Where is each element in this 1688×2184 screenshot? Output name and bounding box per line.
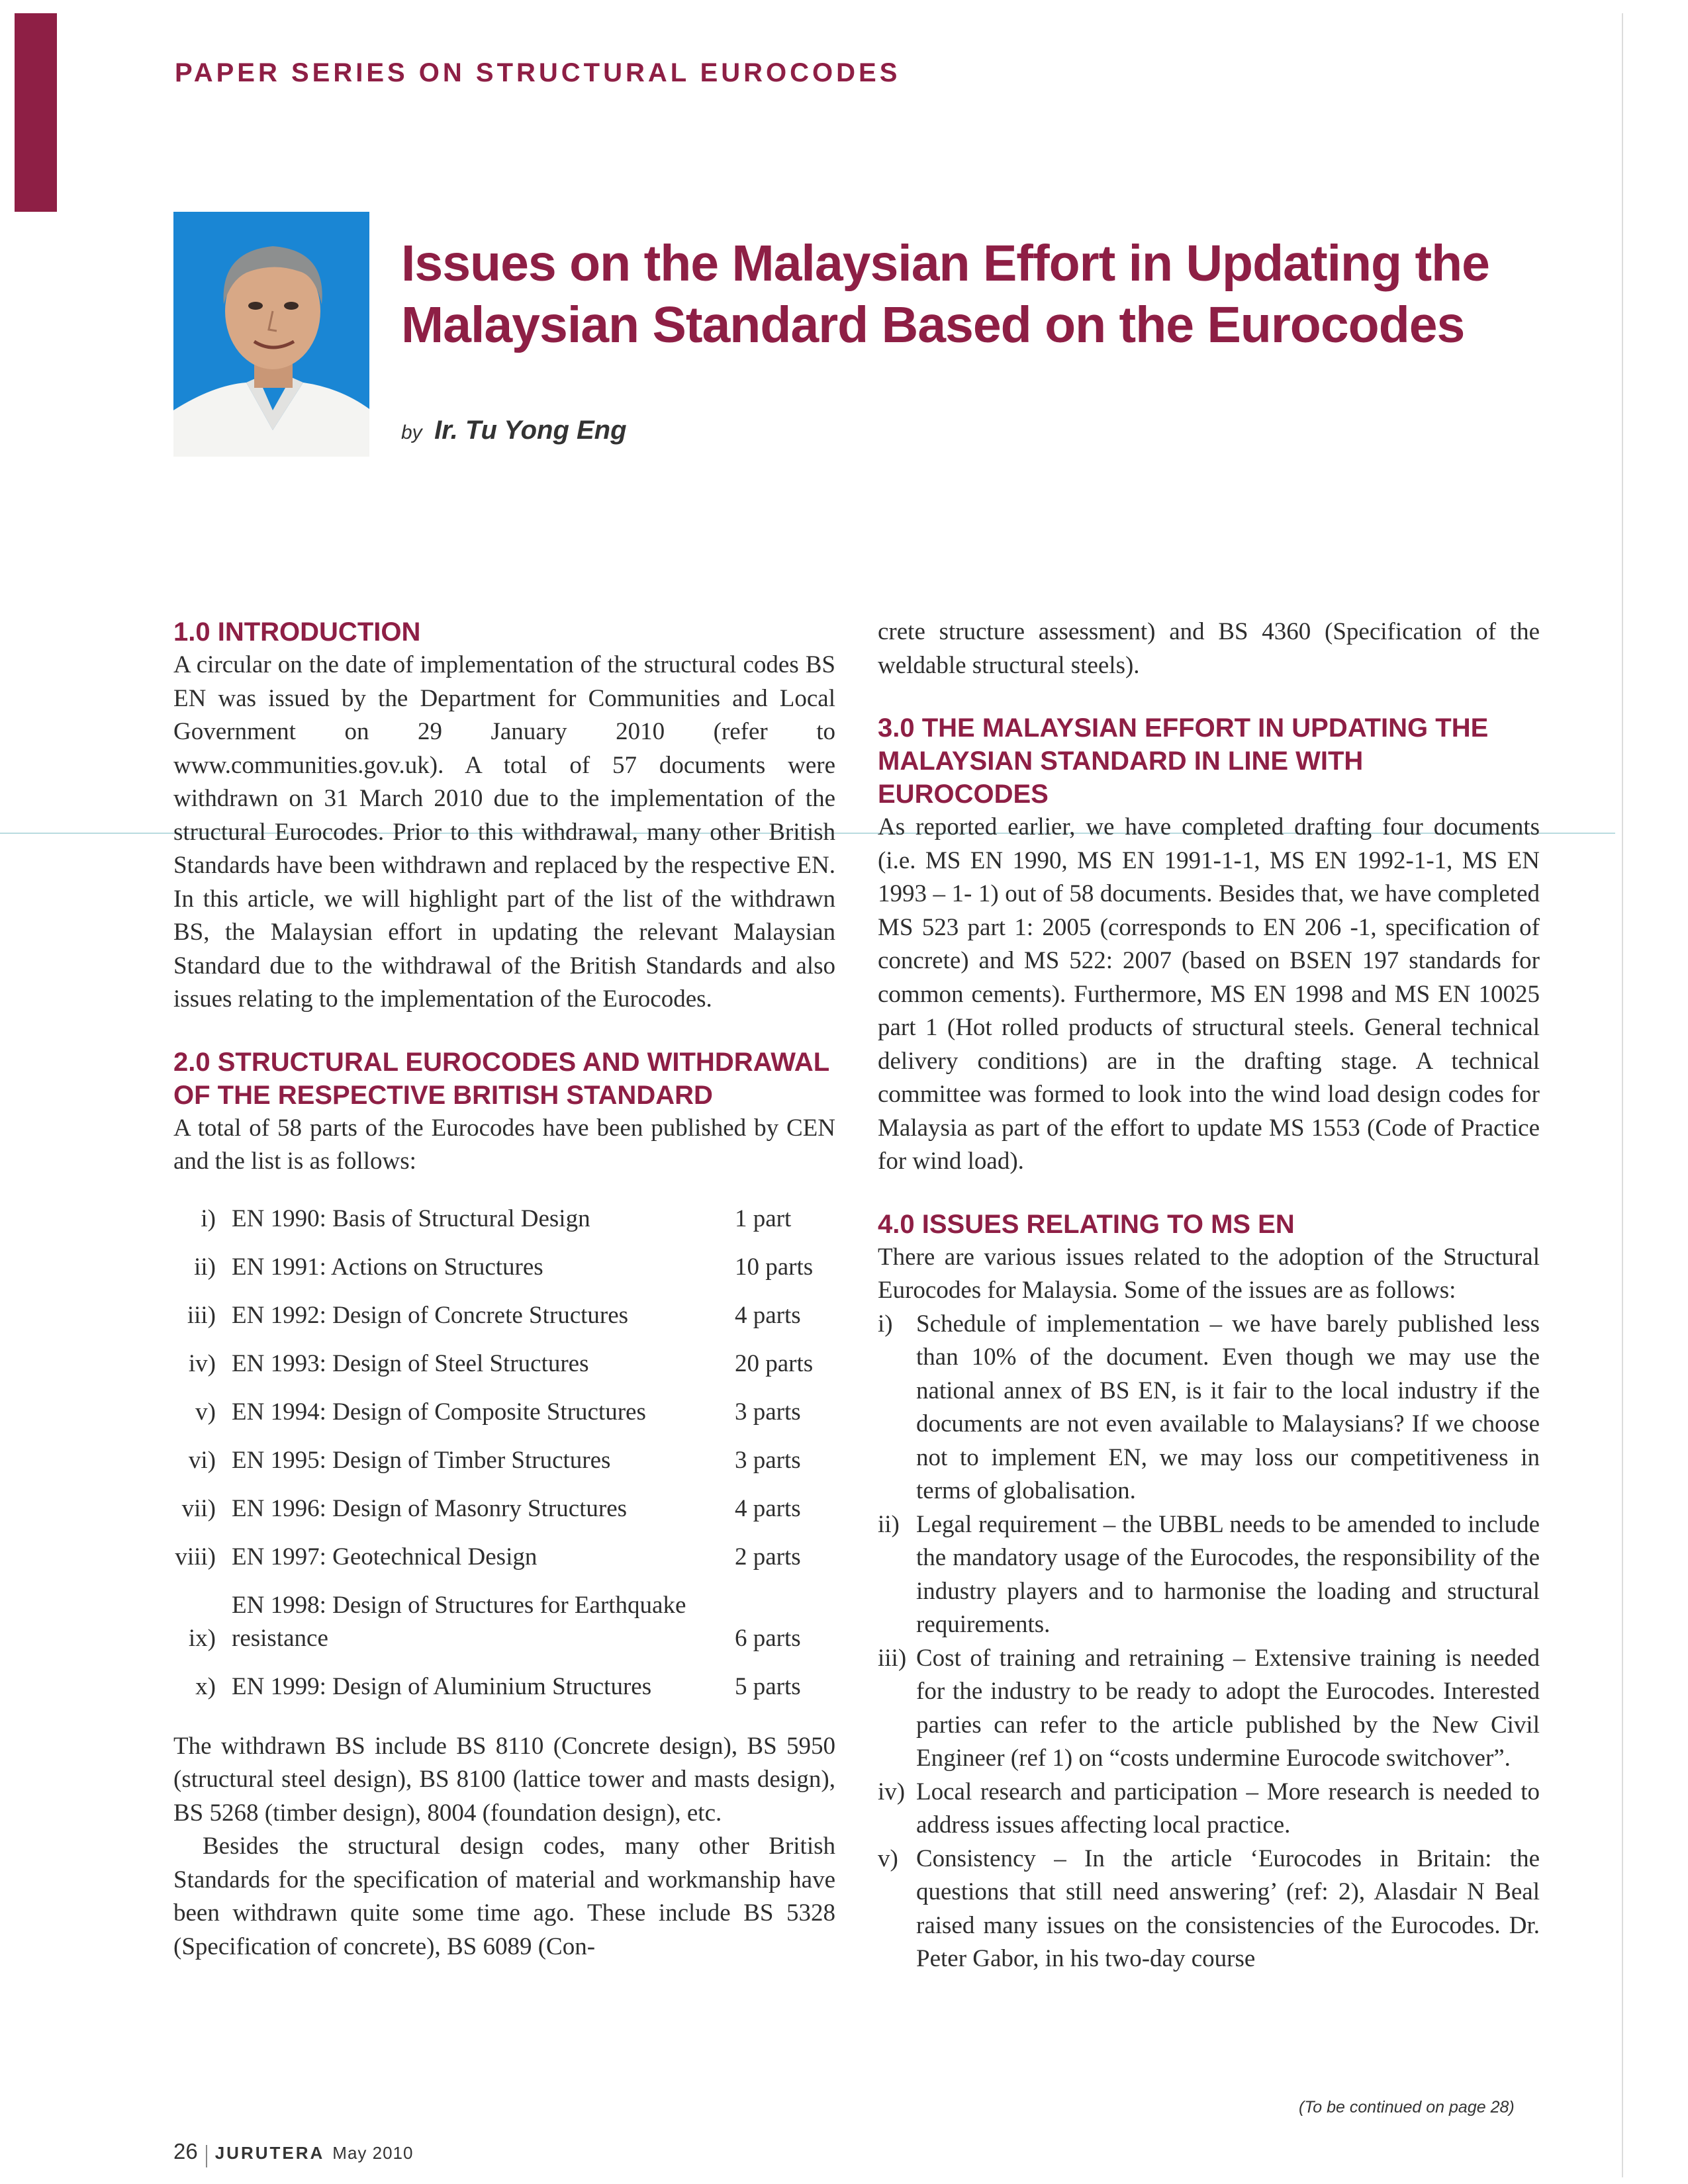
issue-text: Cost of training and retraining – Extensive training is needed for the industry to be ready to adopt the Eurocodes. Interested parties can refer to the article published by the New Civil Engineer (ref 1) on “costs undermine Eurocode switchover”. [916,1644,1540,1772]
eurocode-part-row [173,1589,835,1655]
part-number: ii) [194,1253,216,1281]
issue-item [878,1642,1540,1776]
issue-number: iii) [878,1644,907,1672]
issue-number: iv) [878,1778,906,1805]
issues-list [878,1308,1540,1976]
issue-text: Local research and participation – More research is needed to address issues affecting local practice. [916,1778,1540,1839]
magazine-name: JURUTERA [214,2143,325,2163]
part-number: i) [201,1205,216,1232]
eurocode-parts-list [173,1203,835,1704]
section-4-intro: There are various issues related to the adoption of the Structural Eurocodes for Malaysia. Some of the issues are as follows: [878,1243,1540,1304]
part-count: 1 part [735,1205,792,1232]
author-name: Ir. Tu Yong Eng [434,416,627,445]
material-standards-paragraph: Besides the structural design codes, many other British Standards for the specification of material and workmanship have been withdrawn quite some time ago. These include BS 5328 (Specification of concrete), BS 6089 (Con- [173,1833,835,1960]
issue-text: Legal requirement – the UBBL needs to be amended to include the mandatory usage of the Eurocodes, the responsibility of the industry players and to harmonise the loading and structural requirements. [916,1510,1540,1638]
section-1-body: A circular on the date of implementation of the structural codes BS EN was issued by the Department for Communities and Local Government on 29 January 2010 (refer to www.communities.gov.uk). A total of 57 documents were withdrawn on 31 March 2010 due to the implementation of the structural Eurocodes. Prior to this withdrawal, many other British Standards have been withdrawn and replaced by the respective EN. In this article, we will highlight part of the list of the withdrawn BS, the Malaysian effort in updating the relevant Malaysian Standard due to the withdrawal of the British Standards and also issues relating to the implementation of the Eurocodes. [173,651,835,1013]
eurocode-part-row [173,1492,835,1525]
eurocode-part-row [173,1299,835,1332]
part-name: EN 1996: Design of Masonry Structures [232,1494,628,1522]
part-name: EN 1999: Design of Aluminium Structures [232,1672,652,1700]
part-number: v) [195,1398,216,1426]
page-edge-line [1622,13,1623,2177]
part-count: 6 parts [735,1624,801,1652]
part-number: vii) [181,1494,216,1522]
issue-text: Consistency – In the article ‘Eurocodes in Britain: the questions that still need answering’ (ref: 2), Alasdair N Beal raised many issues on the consistencies of the Eurocodes. Dr. Peter Gabor, in his two-day course [916,1844,1540,1972]
section-2-heading: 2.0 STRUCTURAL EUROCODES AND WITHDRAWAL OF THE RESPECTIVE BRITISH STANDARD [173,1047,829,1110]
footer-divider [206,2145,207,2167]
eurocode-part-row [173,1396,835,1429]
issue-number: i) [878,1310,893,1338]
left-column [173,615,835,1964]
eurocode-part-row [173,1444,835,1477]
part-name: EN 1997: Geotechnical Design [232,1543,538,1570]
part-number: x) [195,1672,216,1700]
issue-item [878,1776,1540,1843]
section-3-heading: 3.0 THE MALAYSIAN EFFORT IN UPDATING THE MALAYSIAN STANDARD IN LINE WITH EUROCODES [878,713,1489,809]
part-name: EN 1998: Design of Structures for Earthquake resistance [232,1591,686,1652]
withdrawn-bs-paragraph: The withdrawn BS include BS 8110 (Concrete design), BS 5950 (structural steel design), BS 8100 (lattice tower and masts design), BS 5268 (timber design), 8004 (foundation design), etc. [173,1732,835,1827]
section-1-heading: 1.0 INTRODUCTION [173,617,421,647]
issue-item [878,1843,1540,1976]
section-3-body: As reported earlier, we have completed drafting four documents (i.e. MS EN 1990, MS EN 1991-1-1, MS EN 1992-1-1, MS EN 1993 – 1- 1) out of 58 documents. Besides that, we have completed MS 523 part 1: 2005 (corresponds to EN 206 -1, specification of concrete) and MS 522: 2007 (based on BSEN 197 standards for common cements). Furthermore, MS EN 1998 and MS EN 10025 part 1 (Hot rolled products of structural steels. General technical delivery conditions) are in the drafting stage. A technical committee was formed to look into the wind load design codes for Malaysia as part of the effort to update MS 1553 (Code of Practice for wind load). [878,813,1540,1175]
eurocode-part-row [173,1670,835,1704]
part-name: EN 1991: Actions on Structures [232,1253,543,1281]
issue-text: Schedule of implementation – we have barely published less than 10% of the document. Even though we may use the national annex of BS EN, is it fair to the local industry if the documents are not even available to Malaysians? If we choose not to implement EN, we may loss our competitiveness in terms of globalisation. [916,1310,1540,1504]
byline [401,416,627,445]
section-color-tab [15,13,57,212]
issue-item [878,1508,1540,1642]
issue-item [878,1308,1540,1508]
part-number: ix) [188,1624,216,1652]
issue-date: May 2010 [332,2143,414,2163]
author-photo [173,212,369,457]
byline-prefix: by [401,422,422,443]
part-name: EN 1990: Basis of Structural Design [232,1205,590,1232]
part-count: 5 parts [735,1672,801,1700]
material-standards-continuation: crete structure assessment) and BS 4360 (Specification of the weldable structural steels). [878,618,1540,679]
page-number: 26 [173,2139,198,2163]
series-label: PAPER SERIES ON STRUCTURAL EUROCODES [175,58,901,87]
issue-number: ii) [878,1510,900,1538]
part-number: iii) [187,1301,216,1329]
page-footer [173,2139,413,2167]
eurocode-part-row [173,1347,835,1381]
eurocode-part-row [173,1251,835,1284]
continued-note: (To be continued on page 28) [1299,2098,1515,2116]
right-column [878,615,1540,1976]
issue-number: v) [878,1844,898,1872]
part-name: EN 1994: Design of Composite Structures [232,1398,646,1426]
part-count: 4 parts [735,1494,801,1522]
part-count: 20 parts [735,1349,814,1377]
part-number: viii) [175,1543,216,1570]
part-name: EN 1995: Design of Timber Structures [232,1446,611,1474]
section-4-heading: 4.0 ISSUES RELATING TO MS EN [878,1209,1295,1239]
part-name: EN 1993: Design of Steel Structures [232,1349,589,1377]
part-number: vi) [188,1446,216,1474]
part-number: iv) [188,1349,216,1377]
eurocode-part-row [173,1203,835,1236]
part-count: 3 parts [735,1398,801,1426]
part-count: 4 parts [735,1301,801,1329]
eurocode-part-row [173,1541,835,1574]
part-name: EN 1992: Design of Concrete Structures [232,1301,629,1329]
part-count: 10 parts [735,1253,814,1281]
article-title: Issues on the Malaysian Effort in Updating the Malaysian Standard Based on the Eurocodes [401,235,1489,353]
section-2-intro: A total of 58 parts of the Eurocodes have been published by CEN and the list is as follows: [173,1114,835,1175]
part-count: 2 parts [735,1543,801,1570]
part-count: 3 parts [735,1446,801,1474]
